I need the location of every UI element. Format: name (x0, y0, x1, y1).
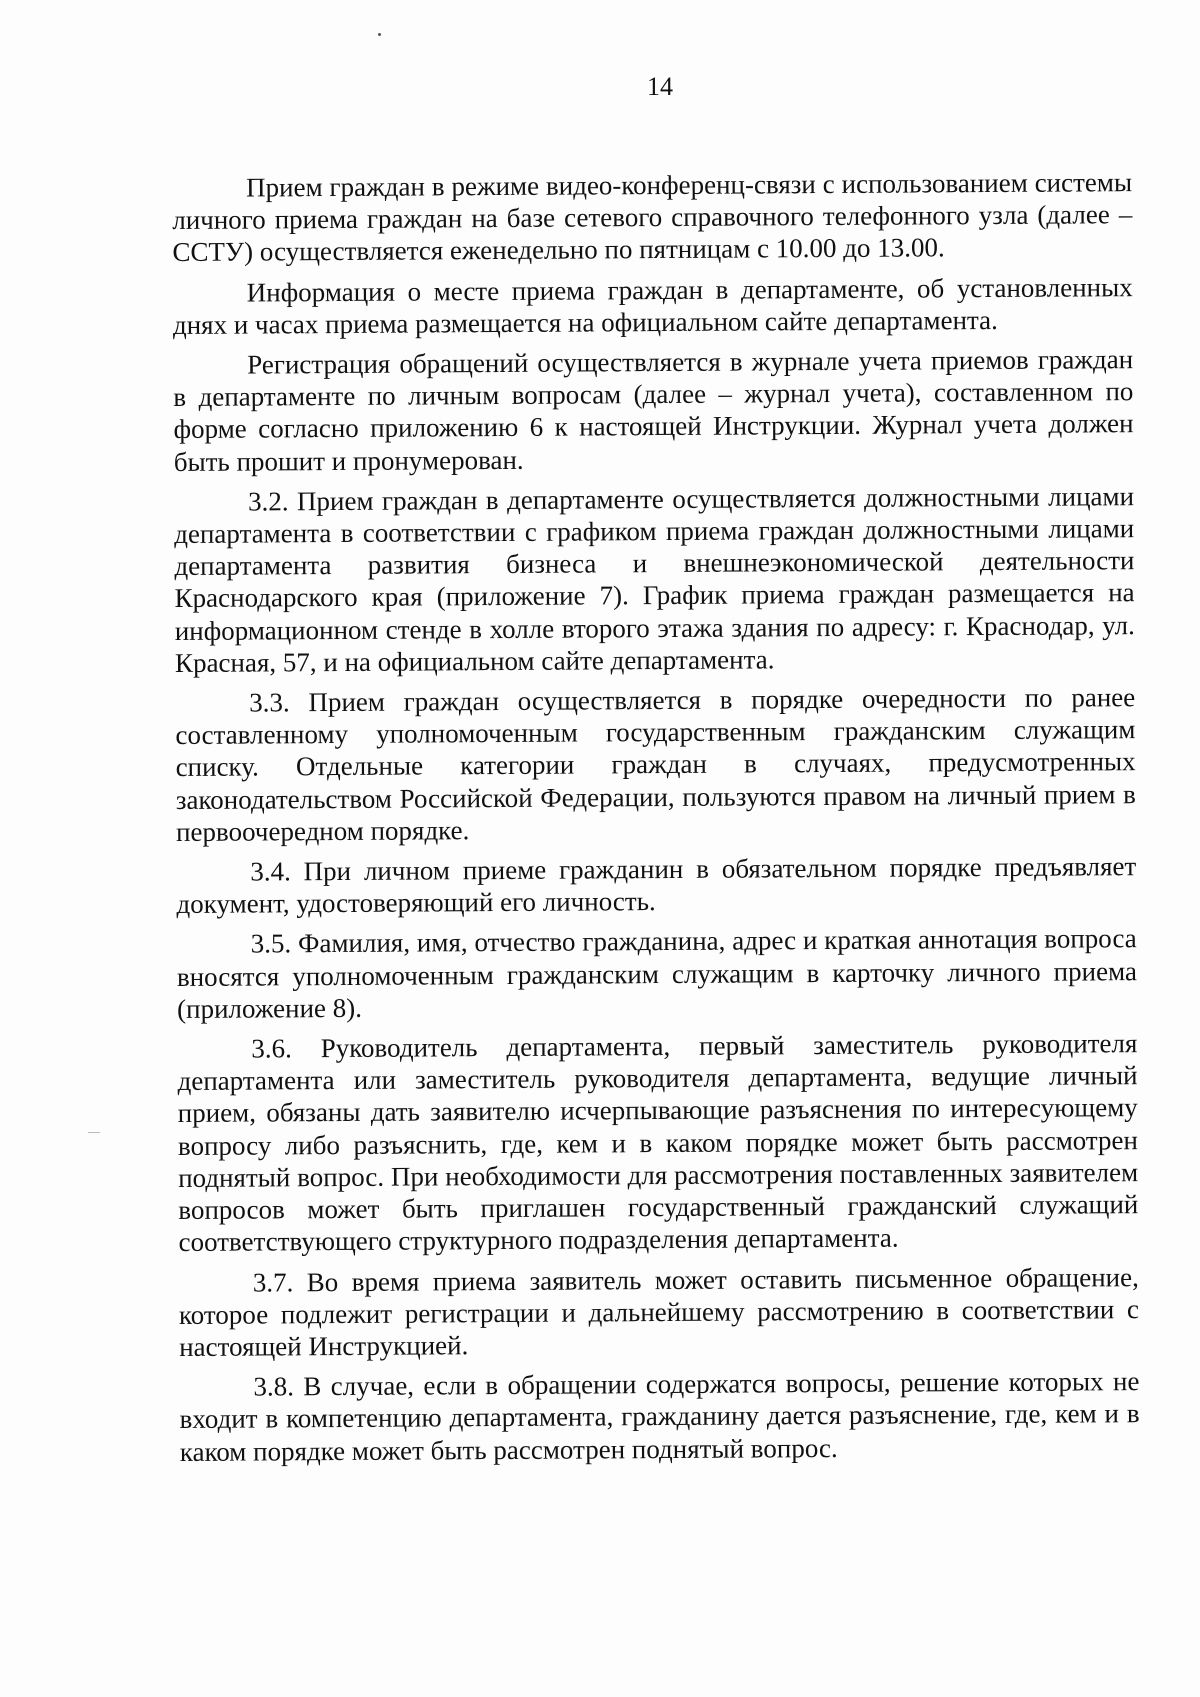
document-body (172, 166, 1140, 1476)
paragraph-3-4: 3.4. При личном приеме гражданин в обязательном порядке предъявляет документ, удостоверяющий его личность. (176, 851, 1137, 920)
paragraph-3-5: 3.5. Фамилия, имя, отчество гражданина, адрес и краткая аннотация вопроса вносятся уполномоченным гражданским служащим в карточку личного приема (приложение 8). (176, 923, 1137, 1024)
paragraph-registration: Регистрация обращений осуществляется в журнале учета приемов граждан в департаменте по личным вопросам (далее – журнал учета), составленном по форме согласно приложению 6 к настоящей Инструкции. Журнал учета должен быть прошит и пронумерован. (173, 344, 1134, 477)
paragraph-3-6: 3.6. Руководитель департамента, первый заместитель руководителя департамента или заместитель руководителя департамента, ведущие личный прием, обязаны дать заявителю исчерпывающие разъяснения по интересующему вопросу либо разъяснить, где, кем и в каком порядке может быть рассмотрен поднятый вопрос. При необходимости для рассмотрения поставленных заявителем вопросов может быть приглашен государственный гражданский служащий соответствующего структурного подразделения департамента. (177, 1028, 1139, 1258)
paragraph-3-7: 3.7. Во время приема заявитель может оставить письменное обращение, которое подлежит регистрации и дальнейшему рассмотрению в соответствии с настоящей Инструкцией. (178, 1261, 1140, 1362)
paragraph-video-conference: Прием граждан в режиме видео-конференц-связи с использованием системы личного приема граждан на базе сетевого справочного телефонного узла (далее – ССТУ) осуществляется еженедельно по пятницам с 10.00 до 13.00. (172, 167, 1133, 268)
scan-speck (378, 33, 381, 36)
paragraph-reception-info: Информация о месте приема граждан в департаменте, об установленных днях и часах приема размещается на официальном сайте департамента. (172, 271, 1133, 340)
paragraph-3-3: 3.3. Прием граждан осуществляется в порядке очередности по ранее составленному уполномоченным государственным гражданским служащим списку. Отдельные категории граждан в случаях, предусмотренных законодательством Российской Федерации, пользуются правом на личный прием в первоочередном порядке. (175, 682, 1136, 847)
page-number: 14 (647, 72, 673, 101)
paragraph-3-8: 3.8. В случае, если в обращении содержатся вопросы, решение которых не входит в компетенцию департамента, гражданину дается разъяснение, где, кем и в каком порядке может быть рассмотрен поднятый вопрос. (179, 1366, 1140, 1467)
scan-mark (88, 1132, 100, 1133)
paragraph-3-2: 3.2. Прием граждан в департаменте осуществляется должностными лицами департамента в соответствии с графиком приема граждан должностными лицами департамента развития бизнеса и внешнеэкономической деятельности Краснодарского края (приложение 7). График приема граждан размещается на информационном стенде в холле второго этажа здания по адресу: г. Краснодар, ул. Красная, 57, и на официальном сайте департамента. (174, 480, 1135, 678)
